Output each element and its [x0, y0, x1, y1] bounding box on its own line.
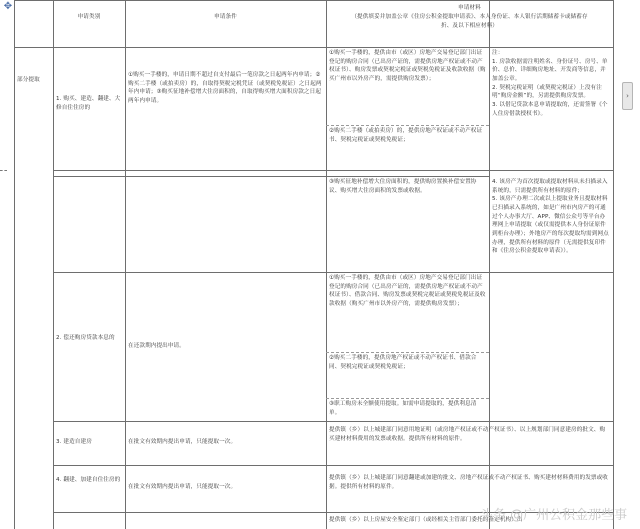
- grid-line: [53, 0, 54, 529]
- grid-line: [14, 0, 613, 1]
- header-materials-title: 申请材料: [458, 5, 481, 11]
- compass-icon: ✥: [3, 1, 13, 12]
- note-line: 3. 以借记贷款本息申请提取的，还需签署《个人住房借款授权书》。: [492, 101, 608, 117]
- row4-materials: 提供镇（乡）以上城建部门同意翻建或加建的批文、房地产权证或不动产权证书、购买建材材料费用的发票或收据。提供所有材料的原件。: [329, 475, 608, 490]
- note-line: 注：: [492, 50, 504, 56]
- row3-materials: 提供镇（乡）以上城建部门同意用地证明（或房地产权证或不动产权证书）、以上规划部门同意建房的批文、购买建材材料费用的发票或收据。提供所有材料的原件。: [329, 427, 606, 442]
- row2-category: 2. 偿还购房贷款本息的: [56, 335, 115, 341]
- note-line: 1. 房款收据需注明姓名、身份证号、房号、单价、总价、详细购房地址、开发商等信息，并加盖公章。: [492, 58, 608, 82]
- grid-line: [53, 170, 613, 171]
- row1-materials-1: ①购买一手楼的，提供由市（或区）房地产交易登记部门出证登记的购房合同（已出房产证的，需提供房地产权证或不动产权证书）、购房发票或契税完税证或契税免税证及收款收据（购买广州市以外房产的，需提供购房发票）；: [329, 50, 486, 82]
- page-break-marker: [0, 170, 7, 171]
- row2-materials-2: ②购买二手楼的，提供房地产权证或不动产权证书、借款合同、契税完税证或契税免税证；: [326, 352, 489, 372]
- row1-category: 1. 购买、建造、翻建、大修自住住房的: [56, 96, 121, 111]
- row2-materials-3: ③职工购房未全额使用提取。如需申请提取的，提供利息清单。: [326, 398, 489, 418]
- row1b-materials: ③购买征地补偿增大住房面积的，提供购房置换补偿安置协议、购买增大住房面积的发票或收据。: [329, 179, 477, 194]
- grid-line: [613, 0, 614, 529]
- grid-line: [53, 421, 613, 422]
- row2-materials-1: ①购买一手楼的，提供由市（或区）房地产交易登记部门出证登记的购房合同（已出房产证的，需提供房地产权证或不动产权证书）、借款合同、购房发票或契税完税证或契税免税证及收款收据（购买广州市以外房产的，需提供购房发票）；: [329, 275, 486, 307]
- row4-category: 4. 翻建、加建自住住房的: [56, 477, 121, 483]
- header-materials-sub: （提供填妥并加盖公章《住房公积金提取申请表》、本人身份证、本人银行活期储蓄卡或储蓄存折、及以下相应材料）: [351, 14, 588, 29]
- header-condition: 申请条件: [214, 14, 237, 20]
- row1-materials-2: ②购买二手楼（或拍卖房）的，提供房地产权证或不动产权证书、契税完税证或契税免税证；: [326, 125, 489, 145]
- note-line: 5. 该房产办理二次或以上提取业务且提取材料已扫描录入系统的，如是广州市内房产的可通过个人办事大厅、APP、微信公众号等平台办理网上申请提取（或仅需提供本人身份证原件到柜台办理）；外地房产的每次提取均需到网点办理，提供所有材料的原件（无需提供复印件和《住房公积金提取申请表》）。: [492, 196, 609, 255]
- grid-line: [53, 465, 613, 466]
- scroll-handle[interactable]: [622, 82, 633, 110]
- row3-condition: 在批文有效期内提出申请，只能提取一次。: [128, 439, 237, 445]
- row1b-notes: [489, 177, 613, 257]
- row1-condition: ①购买一手楼的，申请日期不超过自支付最后一笔房款之日起两年内申请；②购买二手楼（或拍卖房）的，自取得契税完税凭证（或契税免税证）之日起两年内申请；③购买征地补偿增大住房面积的，自取得购买增大面积房款之日起两年内申请。: [128, 72, 322, 104]
- row4-condition: 在批文有效期内提出申请，只能提取一次。: [128, 484, 237, 490]
- chevron-right-icon: ›: [626, 91, 629, 100]
- note-line: 2. 契税完税证明（或契税完税证）上没有注明“购房金额”的，另需提供购房发票。: [492, 84, 602, 100]
- section-label: 部分提取: [17, 77, 40, 83]
- header-category: 申请类别: [77, 14, 101, 20]
- watermark: 头条 @广州公积金那些事: [480, 508, 628, 523]
- row1-notes: [489, 48, 613, 119]
- note-line: 4. 该房产为首次提取或提取材料从未扫描录入系统的，只需提供所有材料的原件；: [492, 179, 608, 194]
- row2-condition: 在还款期内提出申请。: [128, 343, 185, 349]
- row3-category: 3. 建造自建房: [56, 439, 92, 445]
- row5-materials: 提供镇（乡）以上房屋安全鉴定部门（或经相关主管部门委托的鉴定机构）出: [329, 517, 523, 523]
